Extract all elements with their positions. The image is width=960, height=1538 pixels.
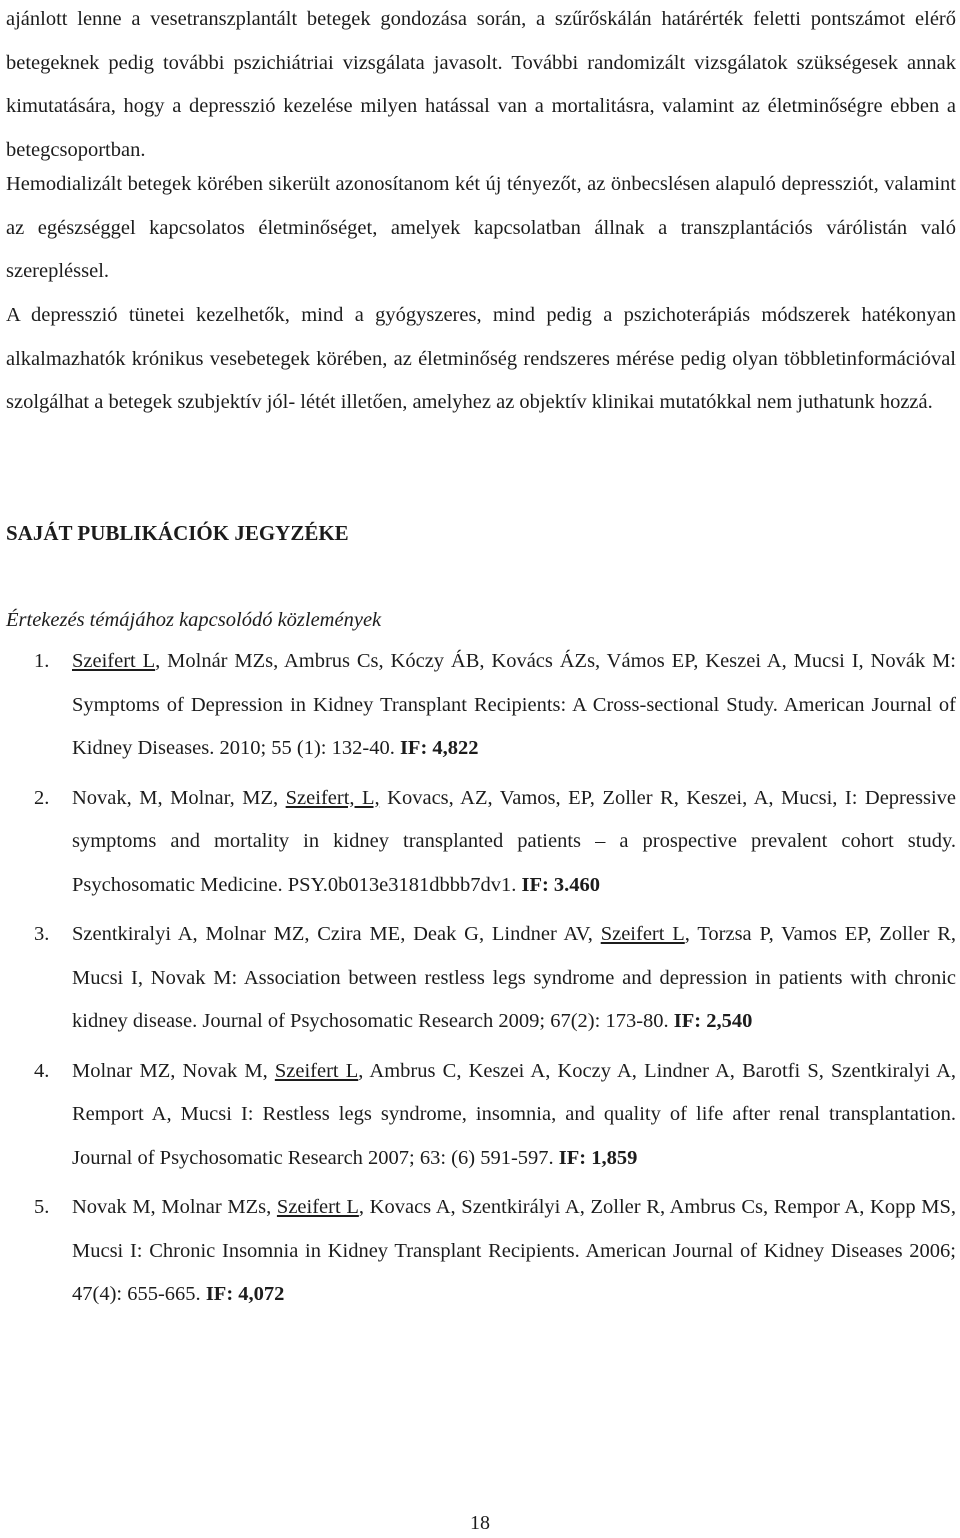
reference-own-author: Szeifert, L,: [285, 786, 380, 809]
reference-text: [72, 640, 956, 771]
paragraph-conclusion: ajánlott lenne a vesetranszplantált betegek gondozása során, a szűrőskálán határérték feletti pontszámot elérő betegeknek pedig további pszichiátriai vizsgálata javasolt. További randomizált vizsgálatok szükségesek annak kimutatására, hogy a depresszió kezelése milyen hatással van a mortalitásra, valamint az életminőségre ebben a betegcsoportban.: [6, 8, 956, 161]
reference-item: [0, 777, 960, 908]
reference-text: [72, 1186, 956, 1317]
page-number: 18: [470, 1512, 490, 1534]
impact-factor: IF: 4,072: [205, 1283, 285, 1305]
paragraph-hemodialysis: Hemodializált betegek körében sikerült azonosítanom két új tényezőt, az önbecslésen alapuló depressziót, valamint az egészséggel kapcsolatos életminőséget, amelyek kapcsolatban állnak a transzplantációs várólistán való szerepléssel.: [6, 173, 956, 282]
reference-item: [0, 913, 960, 1044]
reference-item: [0, 1186, 960, 1317]
reference-pre: Novak M, Molnar MZs,: [72, 1196, 277, 1218]
impact-factor: IF: 3.460: [521, 873, 601, 896]
reference-text: [72, 1050, 956, 1181]
reference-post: , Ambrus C, Keszei A, Koczy A, Lindner A, Barotfi S, Szentkiralyi A, Remport A, Mucsi I: Restless legs syndrome, insomnia, and quality of life after renal transplantation. Journal of Psychosomatic Research 2007; 63: (6) 591-597.: [72, 1059, 957, 1169]
reference-number: 1.: [34, 650, 50, 672]
reference-own-author: Szeifert L: [274, 1059, 359, 1082]
publications-heading: SAJÁT PUBLIKÁCIÓK JEGYZÉKE: [6, 521, 349, 545]
reference-post: , Molnár MZs, Ambrus Cs, Kóczy ÁB, Kovács ÁZs, Vámos EP, Keszei A, Mucsi I, Novák M: Symptoms of Depression in Kidney Transplant Recipients: A Cross-sectional Study. American Journal of Kidney Diseases. 2010; 55 (1): 132-40.: [72, 650, 956, 759]
reference-text: [72, 777, 956, 908]
reference-pre: Molnar MZ, Novak M,: [72, 1059, 275, 1082]
reference-item: [0, 1050, 960, 1181]
reference-own-author: Szeifert L: [276, 1196, 359, 1218]
reference-number: 4.: [34, 1059, 50, 1082]
reference-post: Kovacs, AZ, Vamos, EP, Zoller R, Keszei, A, Mucsi, I: Depressive symptoms and mortality in kidney transplanted patients – a prospective prevalent cohort study. Psychosomatic Medicine. PSY.0b013e3181dbbb7dv1.: [72, 786, 956, 896]
reference-list: [0, 640, 960, 1317]
reference-post: , Torzsa P, Vamos EP, Zoller R, Mucsi I, Novak M: Association between restless legs syndrome and depression in patients with chronic kidney disease. Journal of Psychosomatic Research 2009; 67(2): 173-80.: [72, 923, 956, 1032]
reference-number: 3.: [34, 923, 50, 945]
impact-factor: IF: 2,540: [673, 1010, 753, 1032]
impact-factor: IF: 1,859: [558, 1146, 638, 1169]
reference-number: 2.: [34, 786, 50, 809]
reference-own-author: Szeifert L: [72, 650, 156, 672]
publications-subheading: Értekezés témájához kapcsolódó közlemények: [6, 609, 382, 631]
paragraph-treatment: A depresszió tünetei kezelhetők, mind a gyógyszeres, mind pedig a pszichoterápiás módszerek hatékonyan alkalmazhatók krónikus vesebetegek körében, az életminőség rendszeres mérése pedig olyan többletinformációval szolgálhat a betegek szubjektív jól- létét illetően, amelyhez az objektív klinikai mutatókkal nem juthatunk hozzá.: [6, 304, 956, 413]
reference-item: [0, 640, 960, 771]
reference-pre: Novak, M, Molnar, MZ,: [72, 786, 286, 809]
reference-pre: Szentkiralyi A, Molnar MZ, Czira ME, Deak G, Lindner AV,: [72, 923, 601, 945]
reference-post: , Kovacs A, Szentkirályi A, Zoller R, Ambrus Cs, Rempor A, Kopp MS, Mucsi I: Chronic Insomnia in Kidney Transplant Recipients. American Journal of Kidney Diseases 2006; 47(4): 655-665.: [72, 1196, 956, 1305]
reference-number: 5.: [34, 1196, 50, 1218]
reference-own-author: Szeifert L: [600, 923, 685, 945]
reference-text: [72, 913, 956, 1044]
impact-factor: IF: 4,822: [399, 737, 479, 759]
